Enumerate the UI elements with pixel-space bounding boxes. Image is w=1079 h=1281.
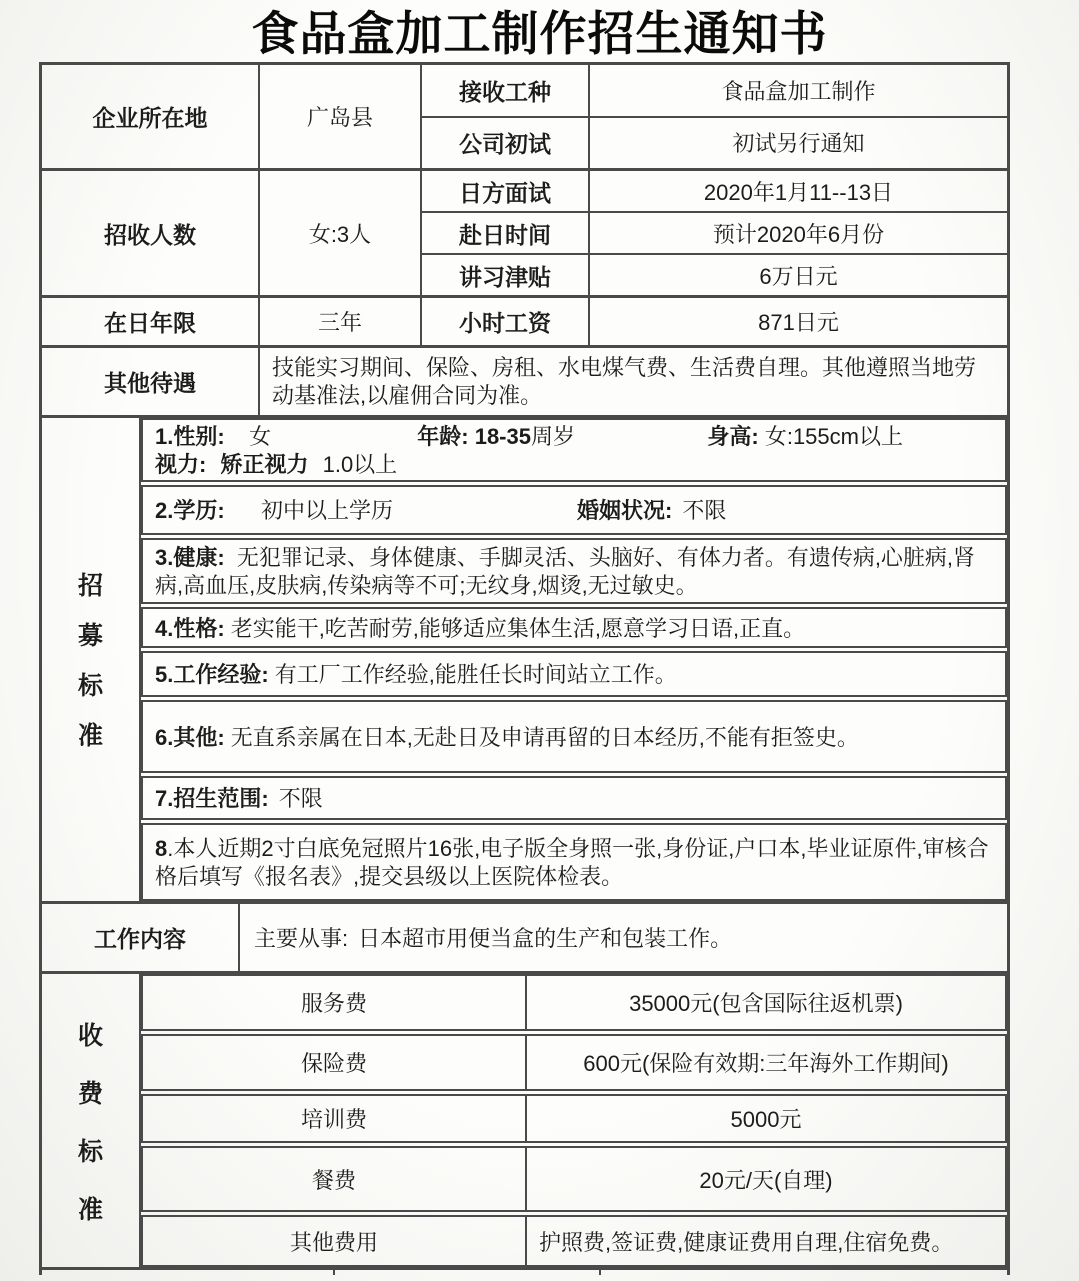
- item-personality: [141, 607, 1007, 648]
- health-text: 无犯罪记录、身体健康、手脚灵活、头脑好、有体力者。有遗传病,心脏病,肾病,高血压,皮肤病,传染病等不可;无纹身,烟烫,无过敏史。: [155, 544, 976, 598]
- vision-label: 视力:: [155, 451, 207, 477]
- item1-line1: [155, 423, 993, 451]
- japan-interview-label: 日方面试: [420, 171, 588, 211]
- recruitment-label-char: 标: [77, 672, 103, 701]
- education-label: 2.学历:: [155, 498, 225, 524]
- recruit-scope-label: 7.招生范围:: [155, 786, 269, 812]
- row-recruit-count: [42, 168, 1007, 295]
- vision-type: 矫正视力: [220, 451, 309, 477]
- subrow-job-type: [420, 65, 1007, 116]
- item1-line2: [155, 451, 993, 479]
- fee-rows: [139, 974, 1007, 1267]
- recruitment-items: [139, 418, 1007, 901]
- work-content-text: 日本超市用便当盒的生产和包装工作。: [358, 925, 733, 951]
- recruit-count-label: 招收人数: [104, 221, 196, 248]
- fee-row-meal: [141, 1146, 1007, 1212]
- training-fee-name: 培训费: [300, 1107, 367, 1133]
- departure-time-label: 赴日时间: [420, 213, 588, 253]
- insurance-fee-name: 保险费: [300, 1051, 367, 1077]
- gender-label: 1.性别:: [155, 423, 225, 449]
- personality-label: 4.性格:: [155, 615, 225, 641]
- company-location-value: 广岛县: [258, 65, 420, 168]
- recruitment-standards-label: [42, 418, 139, 901]
- fee-row-training: [141, 1094, 1007, 1143]
- job-type-value: 食品盒加工制作: [588, 65, 1007, 116]
- other-treatment-label: 其他待遇: [104, 369, 196, 396]
- height-field: 身高: 女:155cm以上: [707, 423, 903, 449]
- years-in-japan-label: 在日年限: [104, 309, 196, 336]
- years-in-japan-subrows: [420, 298, 1007, 345]
- company-location-subrows: [420, 65, 1007, 168]
- hourly-wage-value: 871日元: [588, 298, 1007, 345]
- fee-row-insurance: [141, 1034, 1007, 1091]
- work-content-label: 工作内容: [94, 925, 186, 952]
- work-content-cell: [238, 904, 1007, 971]
- years-in-japan-value: 三年: [258, 298, 420, 345]
- recruit-scope-text: 不限: [278, 786, 323, 812]
- item-documents: [141, 823, 1007, 901]
- row-partial-bottom: [42, 1267, 1007, 1275]
- service-fee-value: 35000元(包含国际往返机票): [525, 976, 1005, 1029]
- first-interview-label: 公司初试: [420, 118, 588, 169]
- section-recruitment-standards: [42, 415, 1007, 901]
- work-content-prefix: 主要从事:: [254, 925, 349, 951]
- fee-standards-label: [42, 974, 139, 1267]
- other-treatment-text: 技能实习期间、保险、房租、水电煤气费、生活费自理。其他遵照当地劳动基准法,以雇佣合同为准。: [258, 348, 1007, 415]
- item-gender-age-height: [141, 418, 1007, 482]
- fee-label-char: 收: [77, 1021, 103, 1050]
- company-location-label: 企业所在地: [92, 105, 208, 132]
- japan-interview-value: 2020年1月11--13日: [588, 171, 1007, 211]
- recruitment-label-char: 募: [77, 622, 103, 651]
- subrow-first-interview: [420, 116, 1007, 169]
- subrow-departure-time: [420, 211, 1007, 253]
- section-fee-standards: [42, 971, 1007, 1267]
- education-value: 初中以上学历: [261, 498, 394, 524]
- recruitment-label-char: 招: [77, 572, 103, 601]
- row-years-in-japan: [42, 295, 1007, 345]
- document-title: 食品盒加工制作招生通知书: [251, 7, 828, 60]
- marital-label: 婚姻状况:: [577, 498, 673, 524]
- subrow-hourly-wage: [420, 298, 1007, 345]
- subrow-training-allowance: [420, 253, 1007, 295]
- insurance-fee-value: 600元(保险有效期:三年海外工作期间): [525, 1036, 1005, 1089]
- partial-cell-2: [333, 1270, 599, 1275]
- recruit-count-value: 女:3人: [258, 171, 420, 295]
- other-requirements-text: 无直系亲属在日本,无赴日及申请再留的日本经历,不能有拒签史。: [230, 724, 859, 750]
- partial-cell-1: [42, 1270, 333, 1275]
- recruit-count-subrows: [420, 171, 1007, 295]
- item-work-experience: [141, 651, 1007, 697]
- work-experience-label: 5.工作经验:: [155, 662, 269, 688]
- vision-value: 1.0以上: [322, 451, 398, 477]
- marital-value: 不限: [682, 498, 727, 524]
- other-fee-name: 其他费用: [289, 1229, 378, 1255]
- training-fee-value: 5000元: [525, 1096, 1005, 1141]
- fee-row-other: [141, 1215, 1007, 1267]
- training-allowance-label: 讲习津贴: [420, 255, 588, 295]
- job-type-label: 接收工种: [420, 65, 588, 116]
- fee-label-char: 标: [77, 1137, 103, 1166]
- item-education-marital: [141, 485, 1007, 535]
- first-interview-value: 初试另行通知: [588, 118, 1007, 169]
- service-fee-name: 服务费: [300, 991, 367, 1017]
- departure-time-value: 预计2020年6月份: [588, 213, 1007, 253]
- row-other-treatment: [42, 345, 1007, 415]
- row-company-location: [42, 65, 1007, 168]
- other-requirements-label: 6.其他:: [155, 724, 225, 750]
- recruitment-label-char: 准: [77, 722, 103, 751]
- item-other-requirements: [141, 700, 1007, 773]
- meal-fee-name: 餐费: [311, 1167, 356, 1193]
- fee-label-char: 准: [77, 1195, 103, 1224]
- age-field: 年龄: 18-35周岁: [417, 423, 575, 449]
- documents-text: .本人近期2寸白底免冠照片16张,电子版全身照一张,身份证,户口本,毕业证原件,审核合格后填写《报名表》,提交县级以上医院体检表。: [155, 835, 989, 889]
- work-experience-text: 有工厂工作经验,能胜任长时间站立工作。: [274, 662, 677, 688]
- partial-cell-3: [599, 1270, 1007, 1275]
- fee-label-char: 费: [77, 1079, 103, 1108]
- fee-row-service: [141, 974, 1007, 1031]
- hourly-wage-label: 小时工资: [420, 298, 588, 345]
- meal-fee-value: 20元/天(自理): [525, 1148, 1005, 1210]
- row-work-content: [42, 901, 1007, 971]
- training-allowance-value: 6万日元: [588, 255, 1007, 295]
- health-label: 3.健康:: [155, 544, 225, 570]
- other-fee-value: 护照费,签证费,健康证费用自理,住宿免费。: [525, 1217, 1005, 1265]
- documents-label: 8: [155, 835, 168, 861]
- notice-table: [39, 62, 1010, 1275]
- subrow-japan-interview: [420, 171, 1007, 211]
- gender-value: 女: [249, 423, 272, 449]
- item-recruit-scope: [141, 776, 1007, 820]
- personality-text: 老实能干,吃苦耐劳,能够适应集体生活,愿意学习日语,正直。: [230, 615, 806, 641]
- item-health: [141, 538, 1007, 604]
